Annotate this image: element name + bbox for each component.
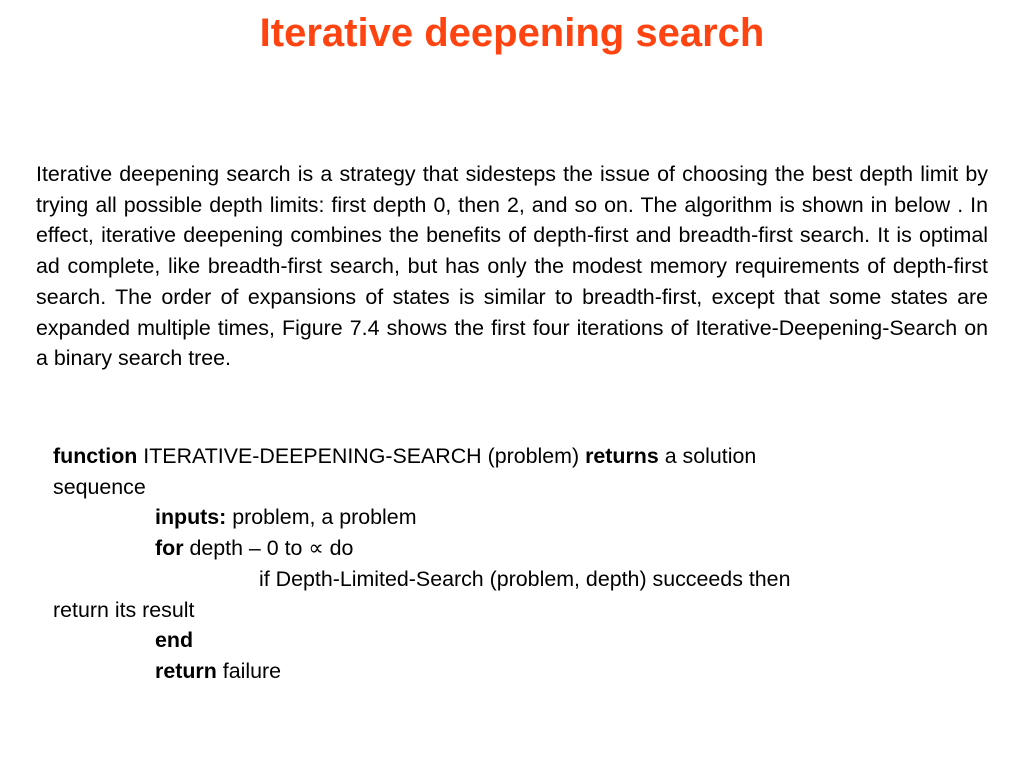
algorithm-pseudocode — [53, 441, 913, 687]
keyword-inputs: inputs: — [155, 505, 227, 530]
algo-line-inputs — [53, 502, 913, 533]
algo-line-return-result: return its result — [53, 597, 195, 622]
algo-text: problem, a problem — [226, 505, 417, 530]
body-paragraph: Iterative deepening search is a strategy that sidesteps the issue of choosing the best depth limit by trying all possible depth limits: first depth 0, then 2, and so on. The algorithm is shown in below . In effect, iterative deepening combines the benefits of depth-first and breadth-first search. It is optimal ad complete, like breadth-first search, but has only the modest memory requirements of depth-first search. The order of expansions of states is similar to breadth-first, except that some states are expanded multiple times, Figure 7.4 shows the first four iterations of Iterative-Deepening-Search on a binary search tree. — [36, 162, 988, 371]
algo-text: failure — [216, 658, 282, 683]
algo-text: a solution — [658, 444, 757, 468]
algo-line-sequence: sequence — [53, 474, 146, 499]
slide-title: Iterative deepening search — [259, 11, 765, 55]
algo-line-function — [53, 441, 913, 472]
algo-text: ITERATIVE-DEEPENING-SEARCH (problem) — [137, 444, 586, 468]
keyword-function: function — [53, 444, 138, 468]
algo-line-end — [53, 625, 913, 656]
keyword-end: end — [155, 628, 194, 653]
keyword-returns: returns — [585, 444, 659, 468]
keyword-for: for — [155, 536, 184, 561]
algo-line-if: if Depth-Limited-Search (problem, depth) succeeds then — [259, 566, 791, 591]
algo-line-return-failure — [53, 656, 913, 687]
algo-text: depth – 0 to ∝ do — [183, 536, 354, 561]
keyword-return: return — [155, 658, 217, 683]
algo-line-for — [53, 533, 913, 564]
